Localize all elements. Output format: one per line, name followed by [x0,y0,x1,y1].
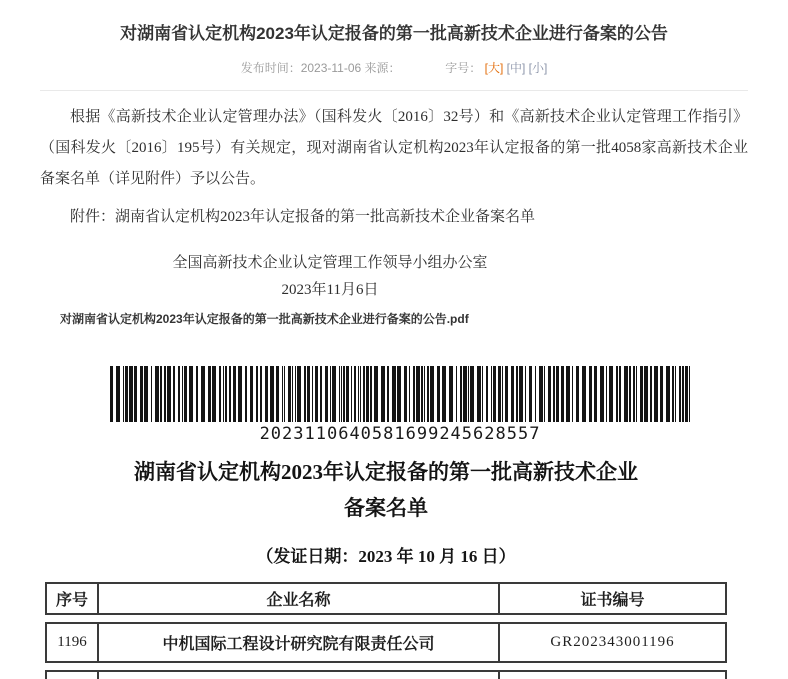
article-meta [40,59,748,76]
publish-time-label: 发布时间： [240,61,301,75]
table-header-row [45,582,727,615]
header-cert-number: 证书编号 [580,592,645,609]
cell-cert-number: GR202343001196 [550,634,675,650]
font-size-medium-button[interactable]: [中] [506,61,526,75]
barcode-number: 2023110640581699245628557 [259,424,541,444]
signature-block [40,252,620,301]
cell-company: 中机国际工程设计研究院有限责任公司 [99,624,500,661]
sign-date: 2023年11月6日 [281,282,379,298]
header-divider [40,90,748,91]
pdf-attachment-link[interactable]: 对湖南省认定机构2023年认定报备的第一批高新技术企业进行备案的公告.pdf [60,312,469,326]
font-size-large-button[interactable]: [大] [484,61,504,75]
barcode-image [110,366,690,422]
header-company: 企业名称 [99,584,500,613]
table-row-partial [45,670,727,679]
scanned-document [45,366,727,679]
document-title-line2: 备案名单 [344,496,428,520]
issuer-org: 全国高新技术企业认定管理工作领导小组办公室 [172,255,488,271]
issue-date-line: （发证日期：2023 年 10 月 16 日） [256,547,516,566]
publish-date: 2023-11-06 [300,61,362,75]
announcement-paragraph: 根据《高新技术企业认定管理办法》（国科发火〔2016〕32号）和《高新技术企业认定管理工作指引》（国科发火〔2016〕195号）有关规定，现对湖南省认定机构2023年认定报备的第一批4058家高新技术企业备案名单（详见附件）予以公告。 [40,109,748,187]
font-size-small-button[interactable]: [小] [528,61,548,75]
header-serial: 序号 [47,584,99,613]
document-title-line1: 湖南省认定机构2023年认定报备的第一批高新技术企业 [134,460,638,484]
page-title: 对湖南省认定机构2023年认定报备的第一批高新技术企业进行备案的公告 [120,24,668,43]
enterprise-table [45,582,727,679]
document-title [45,454,727,526]
fontsize-label: 字号： [445,61,482,75]
cell-serial: 1196 [47,624,99,661]
source-label: 来源： [364,61,401,75]
table-row [45,622,727,663]
attachment-line: 附件：湖南省认定机构2023年认定报备的第一批高新技术企业备案名单 [70,209,536,225]
